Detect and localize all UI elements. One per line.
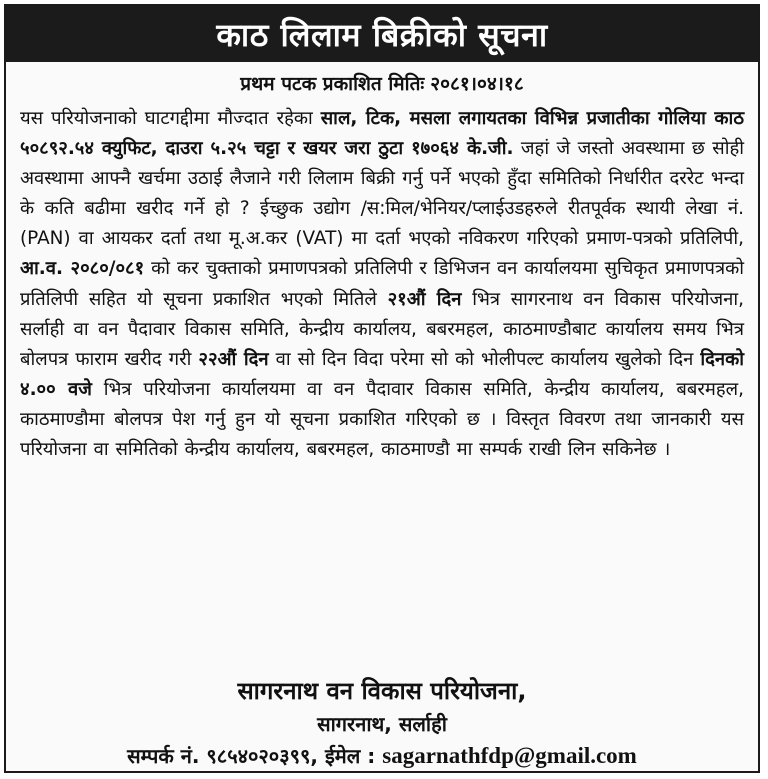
notice-body — [20, 104, 744, 465]
signature-block — [6, 674, 758, 772]
contact-line — [6, 740, 758, 772]
organization-name: सागरनाथ वन विकास परियोजना, — [237, 677, 527, 705]
contact-phone: ९८५४०२०३९९, — [206, 744, 318, 768]
body-bold-21st-day: २१औं दिन — [387, 288, 462, 310]
body-text-segment: यस परियोजनाको घाटगद्दीमा मौज्दात रहेका — [20, 108, 321, 129]
body-bold-22nd-day: २२औं दिन — [198, 348, 269, 370]
publication-date-value: २०८१।०४।१८ — [430, 73, 524, 95]
organization-place: सागरनाथ, सर्लाही — [317, 712, 447, 736]
email-label: ईमेल : — [324, 744, 376, 768]
notice-title: काठ लिलाम बिक्रीको सूचना — [216, 15, 548, 54]
body-text-segment: भित्र परियोजना कार्यालयमा वा वन पैदावार विकास समिति, केन्द्रीय कार्यालय, बबरमहल, काठमाण्डौमा बोलपत्र पेश गर्नु हुन यो सूचना प्रकाशित गरिएको छ । विस्तृत विवरण तथा जानकारी यस परियोजना वा समितिको केन्द्रीय कार्यालय, बबरमहल, काठमाण्डौ मा सम्पर्क राखी लिन सकिनेछ । — [20, 378, 744, 461]
publication-date-label: प्रथम पटक प्रकाशित मितिः — [240, 73, 425, 95]
publication-date-line — [6, 70, 758, 96]
contact-email: sagarnathfdp@gmail.com — [382, 743, 637, 768]
body-text-segment: वा सो दिन विदा परेमा सो को भोलीपल्ट कार्यालय खुलेको दिन — [268, 348, 701, 370]
body-bold-fiscal-year: आ.व. २०८०/०८१ — [20, 258, 145, 280]
notice-title-bar — [6, 6, 758, 62]
body-bold-timber-quantities: साल, टिक, मसला लगायतका विभिन्न प्रजातीका गोलिया काठ ५०८९२.५४ क्युफिट, दाउरा ५.२५ चट्टा र खयर जरा ठुटा १७०६४ के.जी. — [20, 108, 745, 160]
body-bold-deadline-time: दिनको ४.०० वजे — [20, 348, 744, 400]
notice-frame — [4, 4, 760, 773]
body-text-segment: को कर चुक्ताको प्रमाणपत्रको प्रतिलिपी र डिभिजन वन कार्यालयमा सुचिकृत प्रमाणपत्रको प्रतिलिपी सहित यो सूचना प्रकाशित भएको मितिले — [20, 258, 744, 310]
contact-label: सम्पर्क नं. — [127, 744, 200, 768]
body-text-segment: भित्र सागरनाथ वन विकास परियोजना, सर्लाही वा वन पैदावार विकास समिति, केन्द्रीय कार्यालय, बबरमहल, काठमाण्डौबाट कार्यालय समय भित्र बोलपत्र फाराम खरीद गरी — [20, 288, 745, 370]
body-text-segment: जहां जे जस्तो अवस्थामा छ सोही अवस्थामा आफ्नै खर्चमा उठाई लैजाने गरी लिलाम बिक्री गर्नु पर्ने भएको हुँदा समितिको निर्धारीत दररेट भन्दा के कति बढीमा खरीद गर्ने हो ? ईच्छुक उद्योग /स:मिल/भेनियर/प्लाईउडहरुले रीतपूर्वक स्थायी लेखा नं. (PAN) वा आयकर दर्ता तथा मू.अ.कर (VAT) मा दर्ता भएको नविकरण गरिएको प्रमाण-पत्रको प्रतिलिपी, — [20, 138, 744, 250]
